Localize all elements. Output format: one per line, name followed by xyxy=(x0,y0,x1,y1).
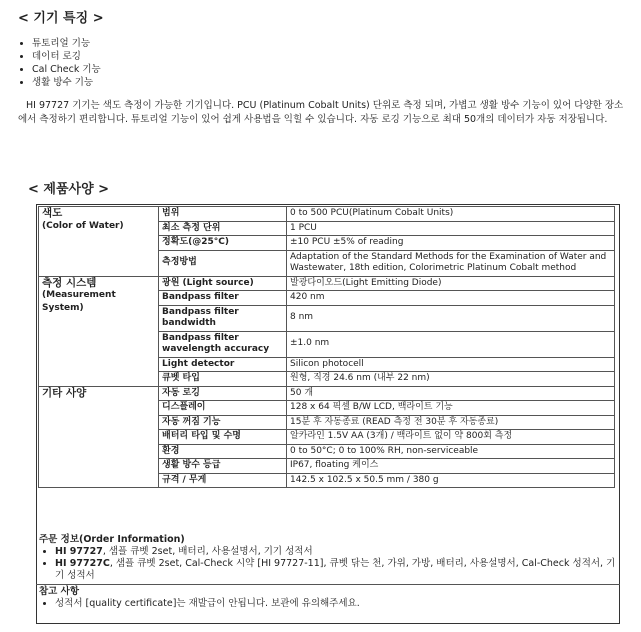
spec-label: Bandpass filter wavelength accuracy xyxy=(159,331,287,357)
list-item: • Cal Check 기능 xyxy=(32,63,101,76)
category-title: 색도 xyxy=(42,207,63,219)
note-section xyxy=(36,584,620,610)
spec-value: 15분 후 자동종료 (READ 측정 전 30분 후 자동종료) xyxy=(287,415,615,430)
list-item: • 성적서 [quality certificate]는 재발급이 안됩니다. 보관에 유의해주세요. xyxy=(55,598,620,610)
spec-label: 환경 xyxy=(159,444,287,459)
spec-label: Light detector xyxy=(159,357,287,372)
list-item: • 튜토리얼 기능 xyxy=(32,37,101,50)
category-subtitle: (Color of Water) xyxy=(42,220,124,231)
spec-label: Bandpass filter bandwidth xyxy=(159,305,287,331)
spec-label: 큐벳 타입 xyxy=(159,372,287,387)
spec-label: 배터리 타입 및 수명 xyxy=(159,430,287,445)
spec-value: 128 x 64 픽셀 B/W LCD, 백라이트 기능 xyxy=(287,401,615,416)
spec-value: 원형, 직경 24.6 nm (내부 22 nm) xyxy=(287,372,615,387)
table-row xyxy=(39,207,615,222)
features-heading: < 기기 특징 > xyxy=(18,11,104,26)
category-other xyxy=(39,386,159,488)
spec-label: 생활 방수 등급 xyxy=(159,459,287,474)
order-title: 주문 정보(Order Information) xyxy=(39,534,185,545)
order-section xyxy=(36,534,620,610)
spec-value: 0 to 50°C; 0 to 100% RH, non-serviceable xyxy=(287,444,615,459)
table-row xyxy=(39,386,615,401)
spec-value: ±1.0 nm xyxy=(287,331,615,357)
product-description: HI 97727 기기는 색도 측정이 가능한 기기입니다. PCU (Platinum Cobalt Units) 단위로 측정 되며, 가볍고 생활 방수 기능이 있어 다양한 장소에서 측정하기 편리합니다. 튜토리얼 기능이 있어 쉽게 사용법을 익힐 수 있습니다. 자동 로깅 기능으로 최대 50개의 데이터가 자동 저장됩니다. xyxy=(18,100,624,125)
list-item: • 데이터 로깅 xyxy=(32,50,101,63)
note-list xyxy=(36,598,620,610)
spec-value: IP67, floating 케이스 xyxy=(287,459,615,474)
table-row xyxy=(39,276,615,291)
features-list xyxy=(18,37,101,89)
spec-label: 디스플레이 xyxy=(159,401,287,416)
spec-value: 8 nm xyxy=(287,305,615,331)
category-color xyxy=(39,207,159,277)
spec-value: 142.5 x 102.5 x 50.5 mm / 380 g xyxy=(287,473,615,488)
category-title: 기타 사양 xyxy=(42,386,87,399)
spec-label: 자동 로깅 xyxy=(159,386,287,401)
spec-label: 자동 꺼짐 기능 xyxy=(159,415,287,430)
spec-value: 알카라인 1.5V AA (3개) / 백라이트 없이 약 800회 측정 xyxy=(287,430,615,445)
spec-value: Adaptation of the Standard Methods for the Examination of Water and Wastewater, 18th edition, Colorimetric Platinum Cobalt method xyxy=(287,250,615,276)
spec-label: Bandpass filter xyxy=(159,291,287,306)
order-contents: , 샘플 큐벳 2set, Cal-Check 시약 [HI 97727-11], 큐벳 닦는 천, 가위, 가방, 배터리, 사용설명서, Cal-Check 성적서, 기기 성적서 xyxy=(55,558,616,581)
list-item xyxy=(55,546,620,558)
category-subtitle: (Measurement System) xyxy=(42,290,116,313)
category-system xyxy=(39,276,159,386)
spec-value: 0 to 500 PCU(Platinum Cobalt Units) xyxy=(287,207,615,222)
order-list xyxy=(36,546,620,582)
spec-table xyxy=(38,206,615,488)
spec-heading: < 제품사양 > xyxy=(28,182,110,197)
spec-label: 광원 (Light source) xyxy=(159,276,287,291)
category-title: 측정 시스템 xyxy=(42,276,97,289)
spec-label: 측정방법 xyxy=(159,250,287,276)
spec-value: Silicon photocell xyxy=(287,357,615,372)
spec-value: ±10 PCU ±5% of reading xyxy=(287,236,615,251)
spec-label: 정확도(@25°C) xyxy=(159,236,287,251)
order-model: HI 97727 xyxy=(55,546,103,557)
list-item xyxy=(55,558,620,582)
note-title: 참고 사항 xyxy=(39,586,80,597)
spec-label: 범위 xyxy=(159,207,287,222)
spec-label: 최소 측정 단위 xyxy=(159,221,287,236)
spec-value: 1 PCU xyxy=(287,221,615,236)
list-item: • 생활 방수 기능 xyxy=(32,76,101,89)
spec-value: 420 nm xyxy=(287,291,615,306)
spec-value: 발광다이오드(Light Emitting Diode) xyxy=(287,276,615,291)
order-contents: , 샘플 큐벳 2set, 배터리, 사용설명서, 기기 성적서 xyxy=(102,546,313,557)
spec-label: 규격 / 무게 xyxy=(159,473,287,488)
spec-value: 50 개 xyxy=(287,386,615,401)
order-model: HI 97727C xyxy=(55,558,110,569)
